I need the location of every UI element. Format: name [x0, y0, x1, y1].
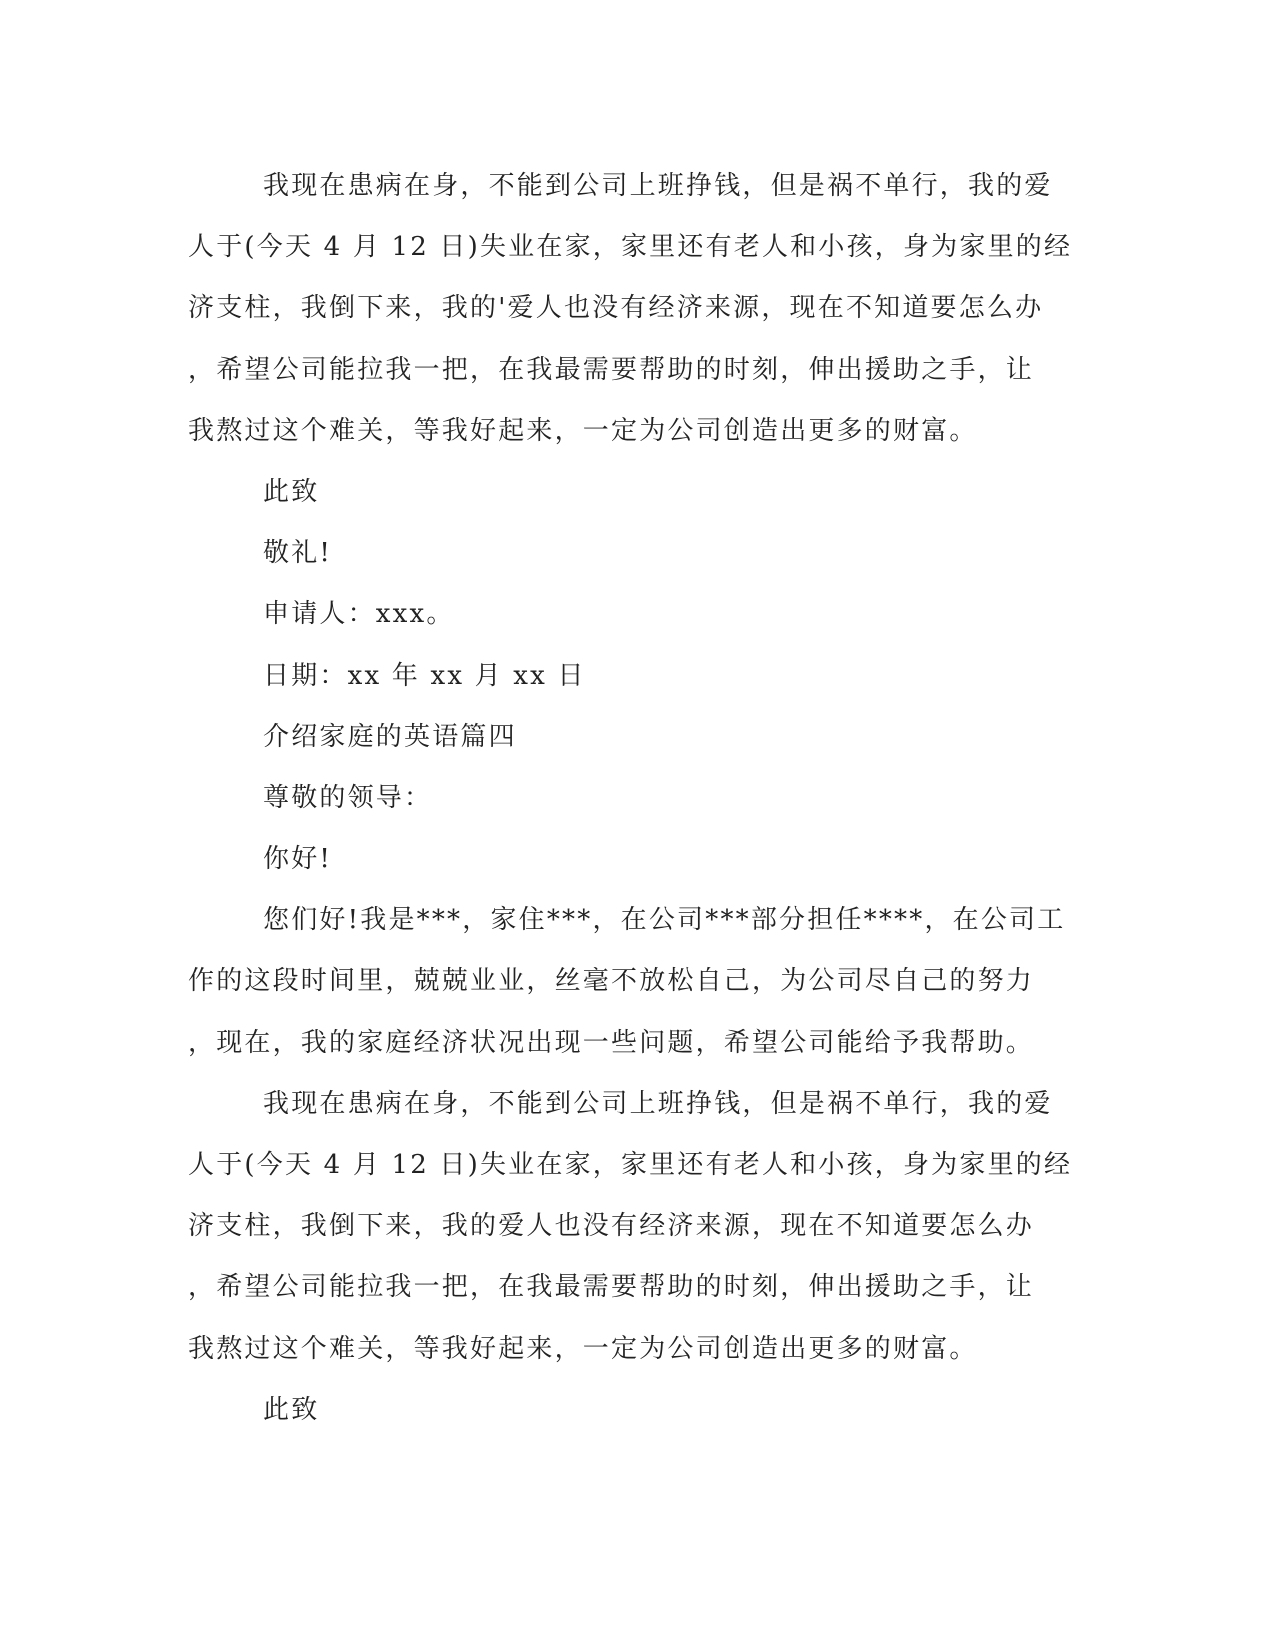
paragraph-line: ，希望公司能拉我一把，在我最需要帮助的时刻，伸出援助之手，让	[188, 354, 1035, 385]
greeting-line: 尊敬的领导：	[263, 782, 433, 813]
paragraph-line: 我熬过这个难关，等我好起来，一定为公司创造出更多的财富。	[188, 415, 978, 446]
paragraph-line: 我熬过这个难关，等我好起来，一定为公司创造出更多的财富。	[188, 1333, 978, 1364]
paragraph-line: 人于(今天 4 月 12 日)失业在家，家里还有老人和小孩，身为家里的经	[188, 232, 1073, 263]
closing-regards: 敬礼!	[263, 538, 333, 569]
paragraph-line: 我现在患病在身，不能到公司上班挣钱，但是祸不单行，我的爱	[263, 171, 1053, 201]
document-body	[188, 156, 1073, 1441]
paragraph-line: 济支柱，我倒下来，我的'爱人也没有经济来源，现在不知道要怎么办	[188, 293, 1044, 324]
section-heading: 介绍家庭的英语篇四	[263, 721, 517, 752]
paragraph-line: 我现在患病在身，不能到公司上班挣钱，但是祸不单行，我的爱	[263, 1088, 1053, 1119]
paragraph-line: 作的这段时间里，兢兢业业，丝毫不放松自己，为公司尽自己的努力	[188, 966, 1035, 997]
applicant-line: 申请人：xxx。	[263, 599, 455, 630]
closing-salutation: 此致	[263, 476, 320, 507]
paragraph-line: ，现在，我的家庭经济状况出现一些问题，希望公司能给予我帮助。	[188, 1027, 1035, 1058]
paragraph-line: ，希望公司能拉我一把，在我最需要帮助的时刻，伸出援助之手，让	[188, 1272, 1035, 1303]
paragraph-line: 济支柱，我倒下来，我的爱人也没有经济来源，现在不知道要怎么办	[188, 1211, 1035, 1242]
date-line: 日期：xx 年 xx 月 xx 日	[263, 660, 586, 691]
paragraph-line: 人于(今天 4 月 12 日)失业在家，家里还有老人和小孩，身为家里的经	[188, 1150, 1073, 1180]
paragraph-line: 您们好!我是***，家住***，在公司***部分担任****，在公司工	[263, 905, 1066, 936]
closing-salutation: 此致	[263, 1394, 320, 1425]
greeting-hello: 你好!	[263, 844, 333, 875]
